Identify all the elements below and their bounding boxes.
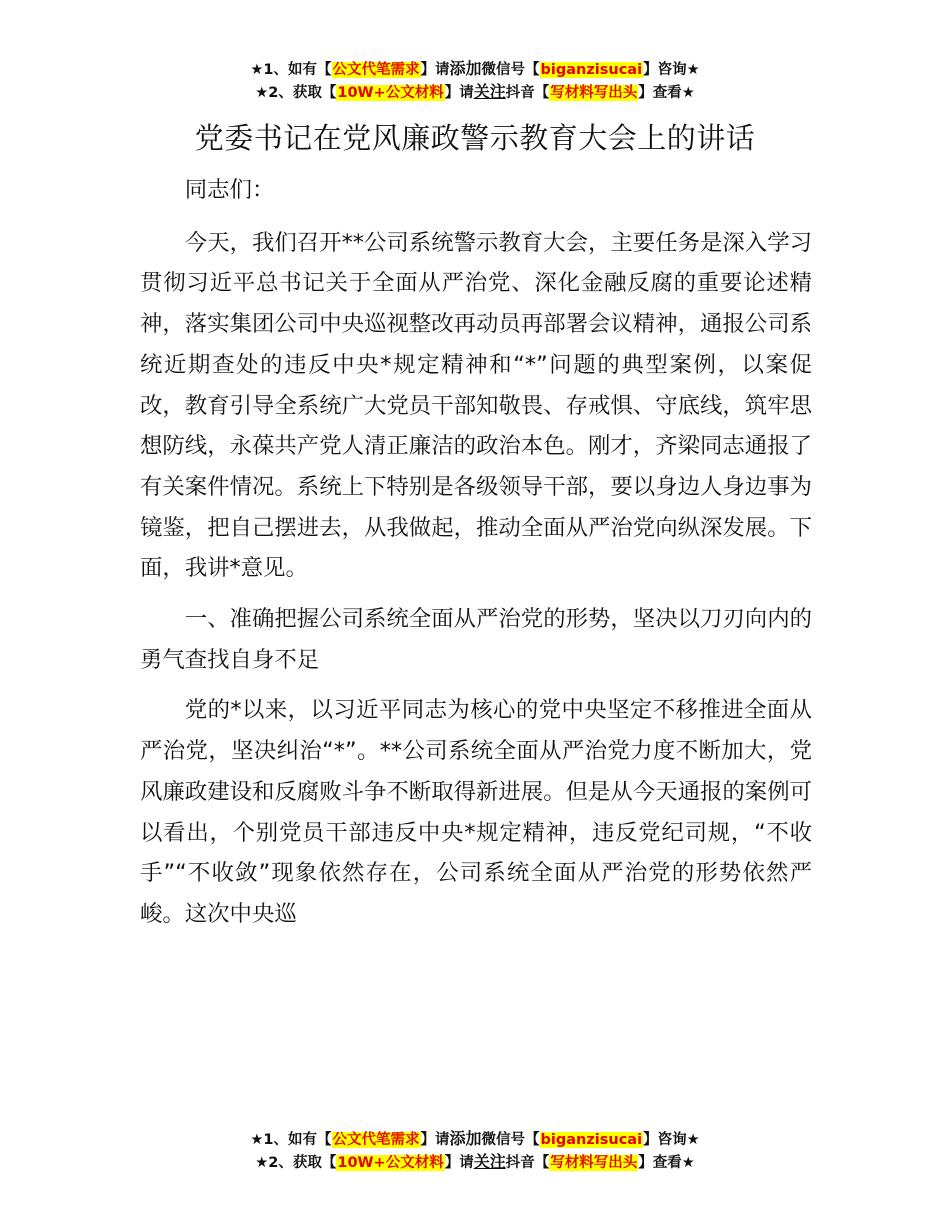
banner-line-2: ★2、获取【10W+公文材料】请关注抖音【写材料写出头】查看★ (255, 1152, 695, 1171)
salutation: 同志们： (184, 177, 275, 203)
banner-highlight-douyin: 写材料写出头 (550, 1155, 638, 1171)
section-heading: 一、准确把握公司系统全面从严治党的形势，坚决以刀刃向内的勇气查找自身不足 (140, 606, 812, 673)
document-body (140, 170, 812, 945)
banner-emphasis-add: 添加 (449, 59, 482, 78)
banner-emphasis-follow: 关注 (473, 1152, 506, 1171)
header-banner (0, 58, 950, 104)
banner-line-2: ★2、获取【10W+公文材料】请关注抖音【写材料写出头】查看★ (255, 82, 695, 101)
banner-line-1: ★1、如有【公文代笔需求】请添加微信号【biganzisucai】咨询★ (250, 59, 700, 78)
banner-highlight-service: 公文代笔需求 (332, 62, 420, 78)
banner-highlight-wechat-id: biganzisucai (540, 1132, 643, 1148)
body-paragraph: 今天，我们召开**公司系统警示教育大会，主要任务是深入学习贯彻习近平总书记关于全面从严治党、深化金融反腐的重要论述精神，落实集团公司中央巡视整改再动员再部署会议精神，通报公司系统近期查处的违反中央*规定精神和“*”问题的典型案例，以案促改，教育引导全系统广大党员干部知敬畏、存戒惧、守底线，筑牢思想防线，永葆共产党人清正廉洁的政治本色。刚才，齐梁同志通报了有关案件情况。系统上下特别是各级领导干部，要以身边人身边事为镜鉴，把自己摆进去，从我做起，推动全面从严治党向纵深发展。下面，我讲*意见。 (140, 229, 812, 582)
banner-highlight-service: 公文代笔需求 (332, 1132, 420, 1148)
banner-emphasis-follow: 关注 (473, 82, 506, 101)
banner-line-1: ★1、如有【公文代笔需求】请添加微信号【biganzisucai】咨询★ (250, 1129, 700, 1148)
banner-highlight-wechat-id: biganzisucai (540, 62, 643, 78)
body-paragraph: 党的*以来，以习近平同志为核心的党中央坚定不移推进全面从严治党，坚决纠治“*”。**公司系统全面从严治党力度不断加大，党风廉政建设和反腐败斗争不断取得新进展。但是从今天通报的案例可以看出，个别党员干部违反中央*规定精神，违反党纪司规，“不收手”“不收敛”现象依然存在，公司系统全面从严治党的形势依然严峻。这次中央巡 (140, 697, 812, 927)
banner-highlight-douyin: 写材料写出头 (550, 85, 638, 101)
footer-banner (0, 1128, 950, 1174)
banner-highlight-materials: 10W+公文材料 (337, 1155, 444, 1171)
document-title: 党委书记在党风廉政警示教育大会上的讲话 (194, 121, 756, 155)
banner-highlight-materials: 10W+公文材料 (337, 85, 444, 101)
banner-emphasis-add: 添加 (449, 1129, 482, 1148)
